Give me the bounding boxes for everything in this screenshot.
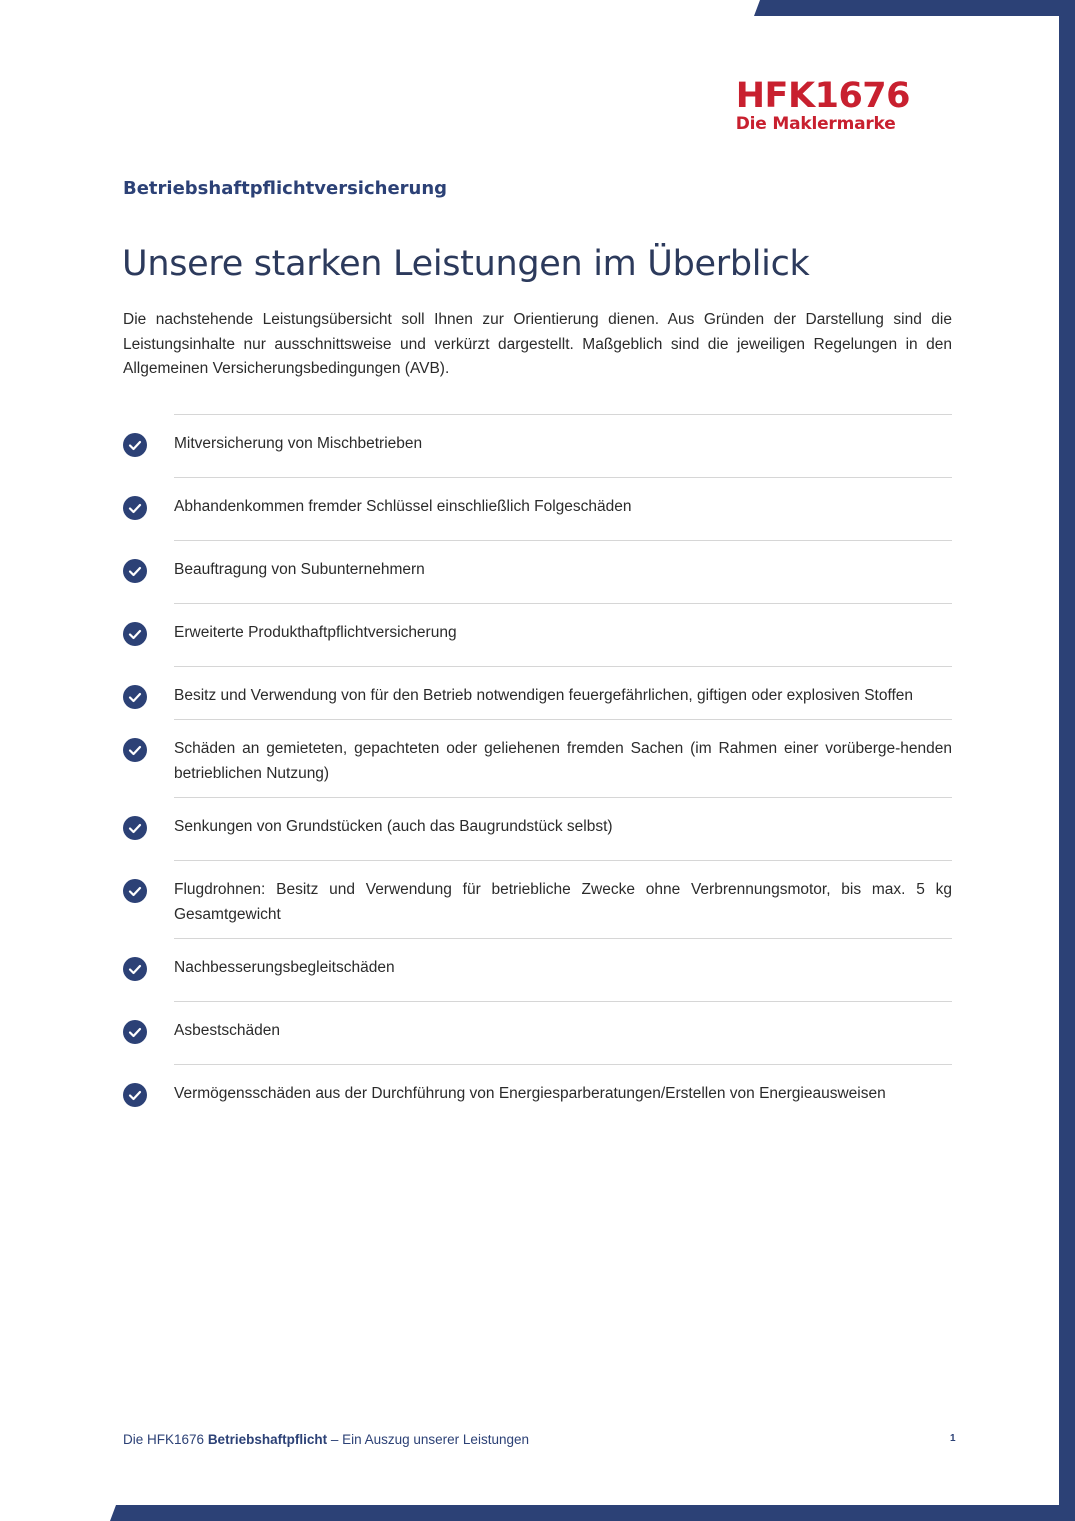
list-item <box>174 477 952 540</box>
list-item-text: Schäden an gemieteten, gepachteten oder geliehenen fremden Sachen (im Rahmen einer vorüberge-henden betrieblichen Nutzung) <box>174 740 952 782</box>
check-circle-icon <box>123 1083 147 1107</box>
list-item-text: Vermögensschäden aus der Durchführung von Energiesparberatungen/Erstellen von Energieausweisen <box>174 1085 886 1102</box>
list-item-text: Asbestschäden <box>174 1022 280 1039</box>
list-item-text: Nachbesserungsbegleitschäden <box>174 959 395 976</box>
list-item <box>174 1001 952 1064</box>
document-category: Betriebshaftpflichtversicherung <box>123 178 448 199</box>
page-footer <box>123 1432 529 1447</box>
page-title: Unsere starken Leistungen im Überblick <box>122 244 810 284</box>
logo-brand: HFK1676 <box>735 76 910 116</box>
logo-tagline: Die Maklermarke <box>735 114 896 134</box>
check-circle-icon <box>123 879 147 903</box>
benefits-list <box>123 414 952 1127</box>
list-item-text: Abhandenkommen fremder Schlüssel einschließlich Folgeschäden <box>174 498 632 515</box>
footer-prefix: Die HFK1676 <box>123 1432 205 1447</box>
list-item-text: Mitversicherung von Mischbetrieben <box>174 435 423 452</box>
list-item <box>174 860 952 938</box>
check-circle-icon <box>123 1020 147 1044</box>
top-accent-band <box>754 0 1075 16</box>
bottom-accent-band <box>110 1505 1075 1521</box>
list-item <box>174 540 952 603</box>
list-item <box>174 666 952 719</box>
list-item-text: Beauftragung von Subunternehmern <box>174 561 425 578</box>
list-item <box>174 797 952 860</box>
list-item <box>174 719 952 797</box>
intro-paragraph: Die nachstehende Leistungsübersicht soll Ihnen zur Orientierung dienen. Aus Gründen der Darstellung sind die Leistungsinhalte nur ausschnittsweise und verkürzt dargestellt. Maßgeblich sind die jeweiligen Regelungen in den Allgemeinen Versicherungsbedingungen (AVB). <box>123 311 952 377</box>
check-circle-icon <box>123 816 147 840</box>
page-number: 1 <box>950 1433 956 1444</box>
check-circle-icon <box>123 622 147 646</box>
right-accent-band <box>1059 0 1075 1521</box>
check-circle-icon <box>123 433 147 457</box>
list-item <box>174 1064 952 1127</box>
check-circle-icon <box>123 685 147 709</box>
check-circle-icon <box>123 496 147 520</box>
check-circle-icon <box>123 957 147 981</box>
list-item-text: Erweiterte Produkthaftpflichtversicherung <box>174 624 457 641</box>
check-circle-icon <box>123 738 147 762</box>
list-item-text: Flugdrohnen: Besitz und Verwendung für betriebliche Zwecke ohne Verbrennungsmotor, bis max. 5 kg Gesamtgewicht <box>174 881 952 923</box>
list-item <box>174 603 952 666</box>
check-circle-icon <box>123 559 147 583</box>
brand-logo <box>736 78 910 134</box>
footer-suffix: – Ein Auszug unserer Leistungen <box>330 1432 529 1447</box>
list-item-text: Besitz und Verwendung von für den Betrieb notwendigen feuergefährlichen, giftigen oder explosiven Stoffen <box>174 687 914 704</box>
list-item <box>174 414 952 477</box>
list-item-text: Senkungen von Grundstücken (auch das Baugrundstück selbst) <box>174 818 613 835</box>
list-item <box>174 938 952 1001</box>
footer-product: Betriebshaftpflicht <box>207 1432 328 1447</box>
